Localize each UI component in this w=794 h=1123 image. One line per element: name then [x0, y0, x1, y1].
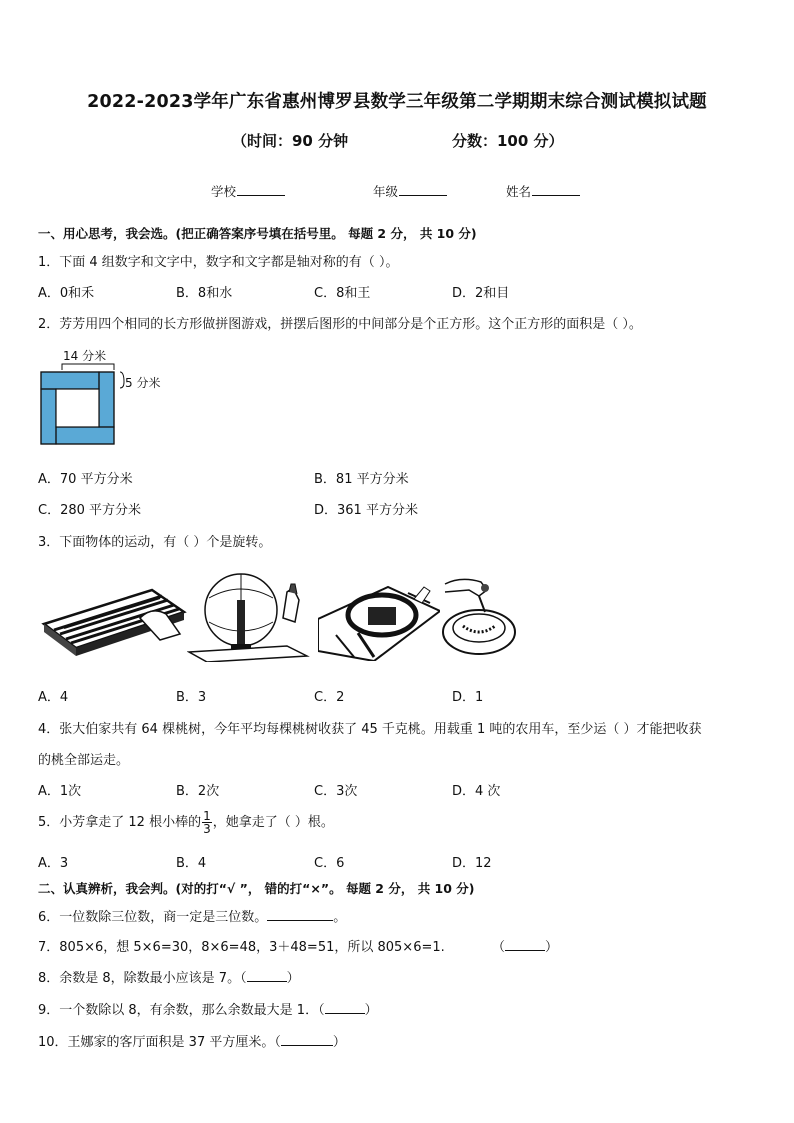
- q3-option-d: D．1: [452, 690, 484, 705]
- question-2: 2．芳芳用四个相同的长方形做拼图游戏，拼摆后图形的中间部分是个正方形。这个正方形的面积是（ ）。: [38, 317, 642, 332]
- score-label: 分数：100 分）: [452, 132, 564, 150]
- name-label: 姓名: [506, 184, 532, 199]
- abacus-image: [40, 568, 188, 660]
- name-field: [506, 182, 580, 200]
- q10-text: 10．王娜家的客厅面积是 37 平方厘米。（: [38, 1035, 281, 1050]
- question-3: 3．下面物体的运动，有（ ）个是旋转。: [38, 535, 272, 550]
- q7-paren-close: ）: [545, 940, 559, 955]
- q5-fraction-numerator: 1: [203, 809, 211, 823]
- section2-heading: 二、认真辨析，我会判。(对的打“√ ”， 错的打“×”。 每题 2 分， 共 10 分): [38, 881, 475, 896]
- q6-end: 。: [333, 910, 347, 925]
- q5-fraction-denominator: 3: [203, 822, 211, 836]
- q2-label-5dm: 5 分米: [125, 376, 161, 390]
- q6-text: 6．一位数除三位数，商一定是三位数。: [38, 910, 268, 925]
- q3-option-c: C．2: [314, 690, 345, 705]
- q1-option-c: C．8和王: [314, 286, 371, 301]
- question-1: 1．下面 4 组数字和文字中，数字和文字都是轴对称的有（ ）。: [38, 255, 399, 270]
- q2-option-d: D．361 平方分米: [314, 503, 418, 518]
- q5-fraction: [202, 810, 212, 835]
- page-title: 2022-2023学年广东省惠州博罗县数学三年级第二学期期末综合测试模拟试题: [87, 92, 707, 112]
- q7-answer: [492, 936, 558, 955]
- question-10: [38, 1031, 346, 1050]
- q5-option-a: A．3: [38, 856, 69, 871]
- q9-end: ）: [364, 1003, 378, 1018]
- q8-answer-blank[interactable]: [247, 969, 287, 982]
- q7-answer-blank[interactable]: [505, 938, 545, 951]
- question-6: [38, 906, 346, 925]
- q5-text-before: 5．小芳拿走了 12 根小棒的: [38, 815, 202, 830]
- q10-end: ）: [332, 1035, 346, 1050]
- school-field: [211, 182, 285, 200]
- q5-option-b: B．4: [176, 856, 207, 871]
- q7-paren-open: （: [492, 940, 506, 955]
- globe-image: [187, 570, 315, 662]
- grade-label: 年级: [373, 184, 399, 199]
- section1-heading: 一、用心思考，我会选。(把正确答案序号填在括号里。 每题 2 分， 共 10 分): [38, 226, 477, 241]
- name-blank: [532, 184, 580, 196]
- q5-text-after: ，她拿走了（ ）根。: [212, 815, 334, 830]
- q6-answer-blank[interactable]: [267, 908, 333, 921]
- q1-option-b: B．8和水: [176, 286, 233, 301]
- q8-text: 8．余数是 8，除数最小应该是 7。（: [38, 971, 247, 986]
- question-4-line2: 的桃全部运走。: [38, 753, 130, 768]
- question-5: [38, 810, 334, 835]
- q2-option-b: B．81 平方分米: [314, 472, 409, 487]
- q3-option-a: A．4: [38, 690, 69, 705]
- q4-option-c: C．3次: [314, 784, 358, 799]
- question-9: [38, 999, 378, 1018]
- time-label: （时间：90 分钟: [232, 132, 349, 150]
- q4-option-b: B．2次: [176, 784, 220, 799]
- q5-option-d: D．12: [452, 856, 492, 871]
- q1-option-a: A．0和禾: [38, 286, 95, 301]
- grade-blank: [399, 184, 447, 196]
- q4-option-d: D．4 次: [452, 784, 501, 799]
- school-label: 学校: [211, 184, 237, 199]
- q8-end: ）: [286, 971, 300, 986]
- question-8: [38, 967, 300, 986]
- question-4-line1: 4．张大伯家共有 64 棵桃树，今年平均每棵桃树收获了 45 千克桃。用载重 1 吨的农用车，至少运（ ）才能把收获: [38, 722, 702, 737]
- q4-option-a: A．1次: [38, 784, 82, 799]
- q1-option-d: D．2和目: [452, 286, 510, 301]
- school-blank: [237, 184, 285, 196]
- q5-option-c: C．6: [314, 856, 345, 871]
- q9-answer-blank[interactable]: [325, 1001, 365, 1014]
- q9-text: 9．一个数除以 8，有余数，那么余数最大是 1．（: [38, 1003, 325, 1018]
- q3-option-b: B．3: [176, 690, 207, 705]
- faucet-image: [441, 576, 527, 660]
- q10-answer-blank[interactable]: [281, 1033, 333, 1046]
- steering-wheel-image: [318, 573, 440, 661]
- q2-label-14dm: 14 分米: [63, 349, 107, 363]
- grade-field: [373, 182, 447, 200]
- q2-option-c: C．280 平方分米: [38, 503, 142, 518]
- q2-option-a: A．70 平方分米: [38, 472, 133, 487]
- question-7: 7．805×6，想 5×6=30，8×6=48，3＋48=51，所以 805×6=1.: [38, 940, 445, 955]
